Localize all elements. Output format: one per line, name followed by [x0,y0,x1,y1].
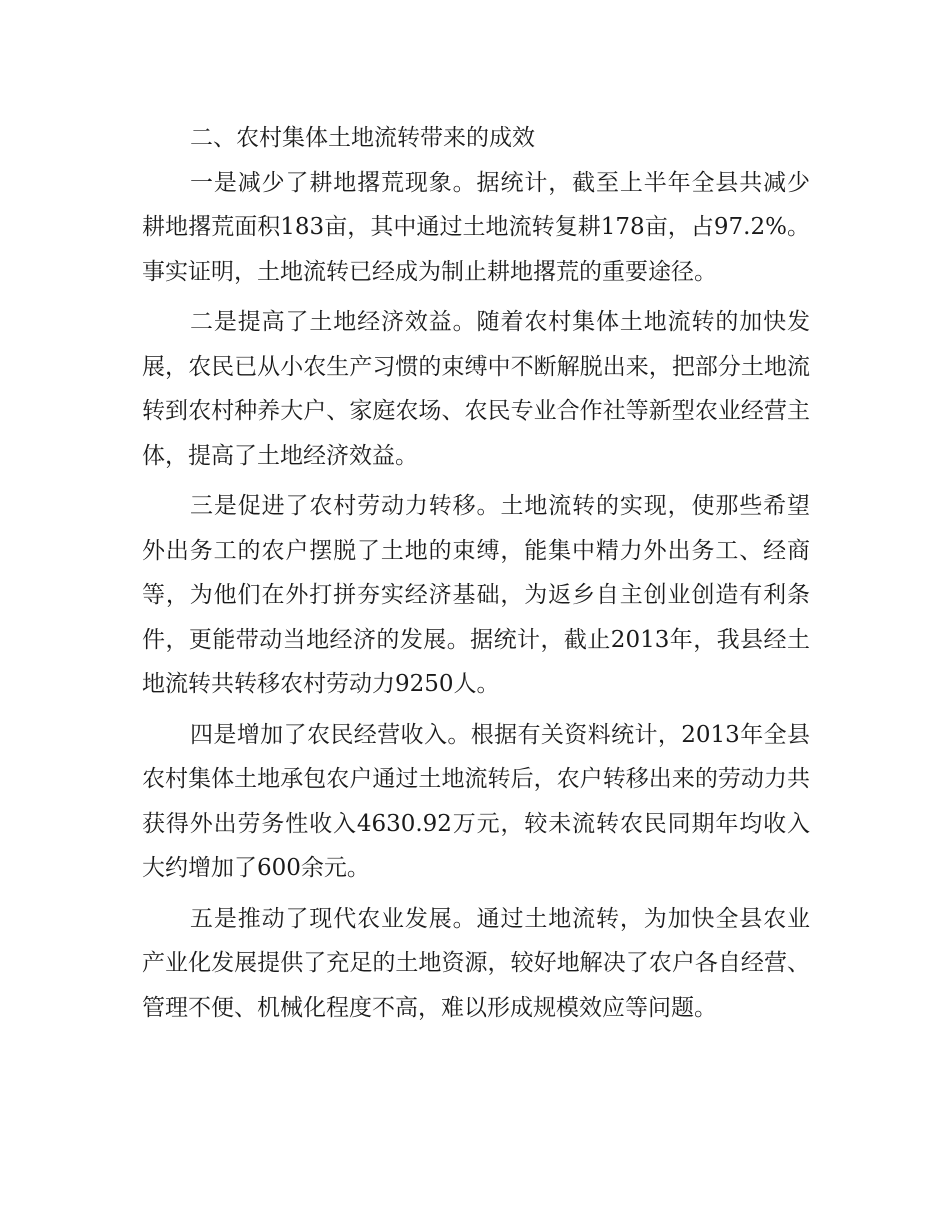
document-body [142,116,810,1030]
paragraph-labor-transfer: 三是促进了农村劳动力转移。土地流转的实现，使那些希望外出务工的农户摆脱了土地的束缚，能集中精力外出务工、经商等，为他们在外打拼夯实经济基础，为返乡自主创业创造有利条件，更能带动当地经济的发展。据统计，截止2013年，我县经土地流转共转移农村劳动力9250人。 [142,493,810,697]
paragraph-land-economic-benefit: 二是提高了土地经济效益。随着农村集体土地流转的加快发展，农民已从小农生产习惯的束缚中不断解脱出来，把部分土地流转到农村种养大户、家庭农场、农民专业合作社等新型农业经营主体，提高了土地经济效益。 [142,309,810,469]
section-heading: 二、农村集体土地流转带来的成效 [190,125,535,151]
paragraph-modern-agriculture: 五是推动了现代农业发展。通过土地流转，为加快全县农业产业化发展提供了充足的土地资源，较好地解决了农户各自经营、管理不便、机械化程度不高，难以形成规模效应等问题。 [142,905,810,1021]
paragraph-farmer-income: 四是增加了农民经营收入。根据有关资料统计，2013年全县农村集体土地承包农户通过土地流转后，农户转移出来的劳动力共获得外出劳务性收入4630.92万元，较未流转农民同期年均收入大约增加了600余元。 [142,721,810,881]
paragraph-farmland-abandonment: 一是减少了耕地撂荒现象。据统计，截至上半年全县共减少耕地撂荒面积183亩，其中通过土地流转复耕178亩，占97.2%。事实证明，土地流转已经成为制止耕地撂荒的重要途径。 [142,169,810,285]
